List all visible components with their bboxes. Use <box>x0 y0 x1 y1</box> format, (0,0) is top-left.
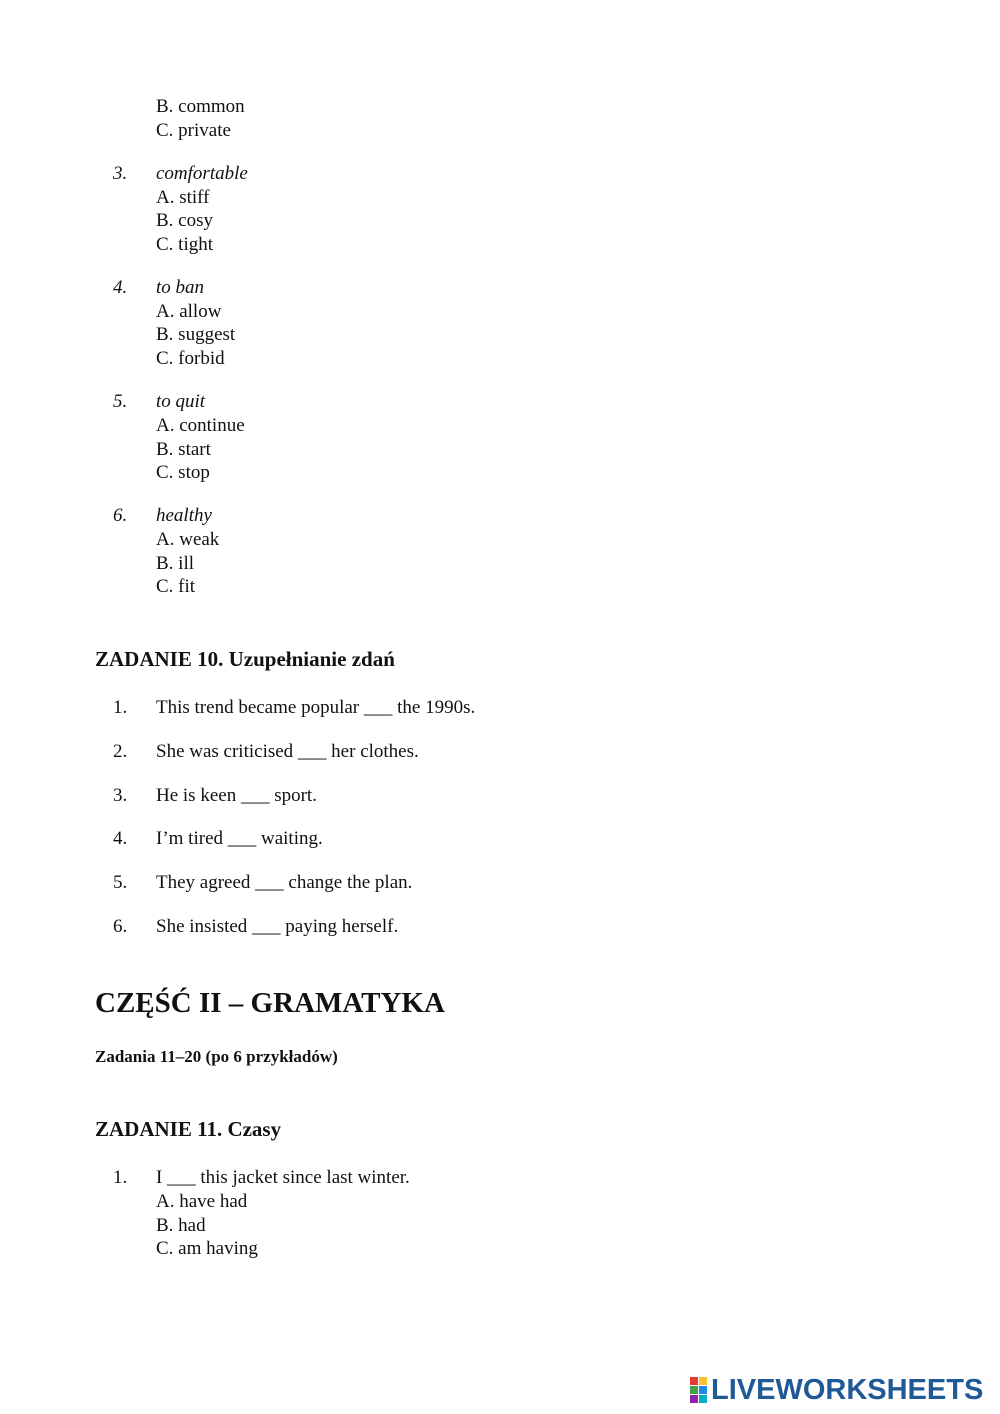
q3-option-c: C. tight <box>156 234 214 255</box>
q2-option-b: B. common <box>156 96 245 117</box>
task11-heading: ZADANIE 11. Czasy <box>95 1117 282 1141</box>
task11-item-1-option-b: B. had <box>156 1215 206 1236</box>
task10-item-2-text: She was criticised ___ her clothes. <box>156 741 419 762</box>
task10-heading: ZADANIE 10. Uzupełnianie zdań <box>95 647 395 671</box>
task10-item-6-number: 6. <box>113 916 128 937</box>
liveworksheets-logo-icon <box>690 1377 707 1403</box>
q4-option-a: A. allow <box>156 301 222 322</box>
q6-option-b: B. ill <box>156 553 195 574</box>
q6-option-c: C. fit <box>156 576 196 597</box>
q5-number: 5. <box>113 391 128 412</box>
task11-item-1-number: 1. <box>113 1167 128 1188</box>
task10-item-1-number: 1. <box>113 697 128 718</box>
q5-option-a: A. continue <box>156 415 245 436</box>
task10-item-3-number: 3. <box>113 785 128 806</box>
q4-number: 4. <box>113 277 128 298</box>
part2-subtitle: Zadania 11–20 (po 6 przykładów) <box>95 1047 338 1066</box>
q6-number: 6. <box>113 505 128 526</box>
q4-word: to ban <box>156 277 205 298</box>
q2-option-c: C. private <box>156 120 231 141</box>
q5-option-c: C. stop <box>156 462 210 483</box>
q6-word: healthy <box>156 505 212 526</box>
q4-option-c: C. forbid <box>156 348 225 369</box>
q3-option-a: A. stiff <box>156 187 210 208</box>
task11-item-1-option-a: A. have had <box>156 1191 248 1212</box>
task10-item-4-text: I’m tired ___ waiting. <box>156 828 323 849</box>
q3-word: comfortable <box>156 163 248 184</box>
task10-item-3-text: He is keen ___ sport. <box>156 785 317 806</box>
q3-option-b: B. cosy <box>156 210 213 231</box>
liveworksheets-logo-text: LIVEWORKSHEETS <box>711 1373 984 1406</box>
q5-word: to quit <box>156 391 206 412</box>
q6-option-a: A. weak <box>156 529 220 550</box>
q5-option-b: B. start <box>156 439 211 460</box>
task10-item-6-text: She insisted ___ paying herself. <box>156 916 399 937</box>
task11-item-1-option-c: C. am having <box>156 1238 258 1259</box>
q4-option-b: B. suggest <box>156 324 236 345</box>
task10-item-1-text: This trend became popular ___ the 1990s. <box>156 697 476 718</box>
task10-item-5-text: They agreed ___ change the plan. <box>156 872 413 893</box>
part2-heading: CZĘŚĆ II – GRAMATYKA <box>95 987 445 1019</box>
task10-item-2-number: 2. <box>113 741 128 762</box>
task11-item-1-text: I ___ this jacket since last winter. <box>156 1167 410 1188</box>
task10-item-4-number: 4. <box>113 828 128 849</box>
q3-number: 3. <box>113 163 128 184</box>
task10-item-5-number: 5. <box>113 872 128 893</box>
liveworksheets-logo[interactable] <box>690 1375 983 1405</box>
